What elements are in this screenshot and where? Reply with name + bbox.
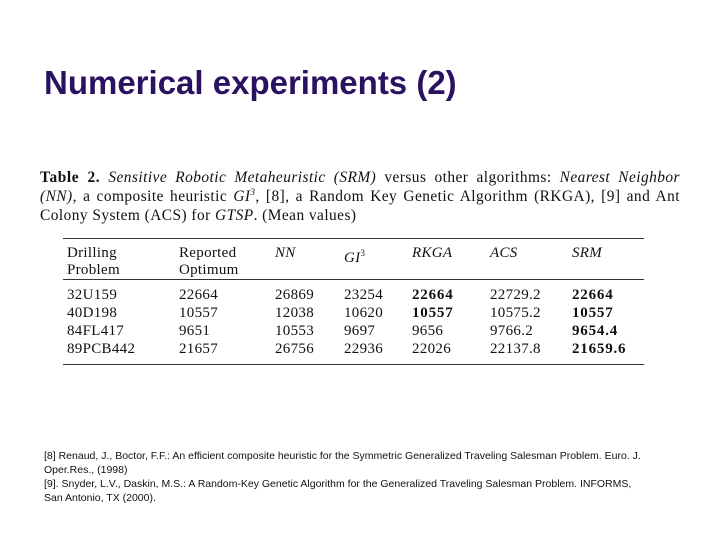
header-reported-optimum: Reported Optimum bbox=[179, 245, 239, 278]
cell-srm: 22664 bbox=[572, 287, 614, 303]
references bbox=[44, 449, 644, 505]
cell-optimum: 10557 bbox=[179, 305, 218, 321]
reference-item: [8] Renaud, J., Boctor, F.F.: An efficient composite heuristic for the Symmetric Generalized Traveling Salesman Problem. Euro. J. Oper.Res., (1998) bbox=[44, 450, 641, 476]
cell-acs: 22137.8 bbox=[490, 341, 541, 357]
cell-nn: 26869 bbox=[275, 287, 314, 303]
caption-gi: $GI^3$ bbox=[233, 187, 256, 205]
cell-gi3: 10620 bbox=[344, 305, 383, 321]
cell-optimum: 21657 bbox=[179, 341, 218, 357]
caption-gtsp: GTSP bbox=[215, 207, 254, 224]
cell-nn: 10553 bbox=[275, 323, 314, 339]
cell-srm: 10557 bbox=[572, 305, 614, 321]
caption-nn: Nearest Neighbor (NN) bbox=[40, 169, 680, 205]
header-rkga: RKGA bbox=[412, 245, 453, 261]
table-caption bbox=[40, 168, 680, 225]
table-row bbox=[63, 286, 644, 304]
cell-nn: 26756 bbox=[275, 341, 314, 357]
slide-title: Numerical experiments (2) bbox=[44, 64, 457, 101]
cell-srm: 9654.4 bbox=[572, 323, 619, 339]
header-srm: SRM bbox=[572, 245, 603, 261]
cell-gi3: 9697 bbox=[344, 323, 376, 339]
header-gi3: $GI^3$ bbox=[344, 248, 366, 266]
caption-text: . (Mean values) bbox=[253, 207, 357, 224]
cell-problem: 40D198 bbox=[67, 305, 118, 321]
cell-optimum: 9651 bbox=[179, 323, 211, 339]
caption-label: Table 2. bbox=[40, 169, 101, 186]
cell-acs: 9766.2 bbox=[490, 323, 534, 339]
table-row bbox=[63, 322, 644, 340]
reference-item: [9]. Snyder, L.V., Daskin, M.S.: A Random-Key Genetic Algorithm for the Generalized Traveling Salesman Problem. INFORMS, San Antonio, TX (2000). bbox=[44, 478, 632, 504]
cell-srm: 21659.6 bbox=[572, 341, 627, 357]
results-table bbox=[63, 238, 644, 365]
header-drilling-problem: Drilling Problem bbox=[67, 245, 120, 278]
caption-text: , a composite heuristic bbox=[72, 188, 228, 205]
cell-problem: 32U159 bbox=[67, 287, 118, 303]
table-row bbox=[63, 304, 644, 322]
cell-nn: 12038 bbox=[275, 305, 314, 321]
caption-text: versus other algorithms: bbox=[384, 169, 552, 186]
cell-problem: 84FL417 bbox=[67, 323, 125, 339]
table-header-row bbox=[63, 239, 644, 280]
caption-srm: Sensitive Robotic Metaheuristic (SRM) bbox=[108, 169, 377, 186]
table-row bbox=[63, 340, 644, 358]
cell-problem: 89PCB442 bbox=[67, 341, 136, 357]
cell-rkga: 22026 bbox=[412, 341, 451, 357]
cell-optimum: 22664 bbox=[179, 287, 218, 303]
cell-rkga: 9656 bbox=[412, 323, 444, 339]
cell-acs: 22729.2 bbox=[490, 287, 541, 303]
cell-gi3: 22936 bbox=[344, 341, 383, 357]
cell-acs: 10575.2 bbox=[490, 305, 541, 321]
header-nn: NN bbox=[275, 245, 296, 261]
caption-text: , [8], a Random Key Genetic Algorithm (RKGA), [9] and Ant Colony System (ACS) for bbox=[40, 188, 680, 224]
cell-gi3: 23254 bbox=[344, 287, 383, 303]
cell-rkga: 22664 bbox=[412, 287, 454, 303]
header-acs: ACS bbox=[490, 245, 518, 261]
cell-rkga: 10557 bbox=[412, 305, 454, 321]
